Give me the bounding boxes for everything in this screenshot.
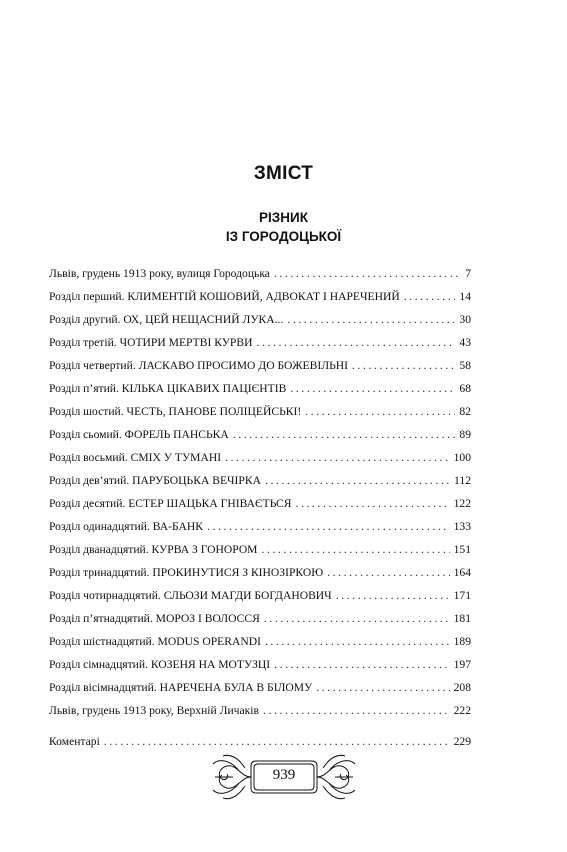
- toc-entry: [49, 331, 471, 354]
- toc-entry-title: Розділ чотирнадцятий. СЛЬОЗИ МАГДИ БОГДАНОВИЧ: [49, 589, 332, 602]
- toc-entry: [49, 354, 471, 377]
- toc-entry-page: 30: [459, 313, 471, 326]
- toc-entry-title: Розділ дванадцятий. КУРВА З ГОНОРОМ: [49, 543, 258, 556]
- toc-entry-title: Львів, грудень 1913 року, Верхній Личаків: [49, 704, 259, 717]
- toc-entry-title: Розділ третій. ЧОТИРИ МЕРТВІ КУРВИ: [49, 336, 253, 349]
- toc-entry-title: Розділ п’ятнадцятий. МОРОЗ І ВОЛОССЯ: [49, 612, 260, 625]
- toc-dot-leader: [305, 400, 455, 423]
- toc-entry-title: Розділ одинадцятий. ВА-БАНК: [49, 520, 203, 533]
- toc-entry-title: Розділ вісімнадцятий. НАРЕЧЕНА БУЛА В БІЛОМУ: [49, 681, 313, 694]
- toc-entry: [49, 469, 471, 492]
- toc-entry-title: Розділ сімнадцятий. КОЗЕНЯ НА МОТУЗЦІ: [49, 658, 271, 671]
- toc-entry-page: 43: [459, 336, 471, 349]
- toc-entry: [49, 676, 471, 699]
- toc-entry-page: 58: [459, 359, 471, 372]
- page-number-ornament: [209, 752, 359, 802]
- contents-heading: ЗМІСТ: [253, 163, 314, 184]
- toc-entry-title: Розділ шостий. ЧЕСТЬ, ПАНОВЕ ПОЛІЦЕЙСЬКІ!: [49, 405, 302, 418]
- toc-entry: [49, 262, 471, 285]
- toc-dot-leader: [327, 561, 449, 584]
- toc-dot-leader: [287, 308, 455, 331]
- book-title-line-1: РІЗНИК: [259, 210, 308, 225]
- toc-entry: [49, 561, 471, 584]
- toc-dot-leader: [233, 423, 456, 446]
- toc-dot-leader: [352, 354, 455, 377]
- toc-dot-leader: [336, 584, 450, 607]
- toc-entry: [49, 446, 471, 469]
- toc-entry-title: Розділ десятий. ЕСТЕР ШАЦЬКА ГНІВАЄТЬСЯ: [49, 497, 292, 510]
- toc-entry-title: Львів, грудень 1913 року, вулиця Городоцька: [49, 267, 270, 280]
- toc-dot-leader: [207, 515, 450, 538]
- toc-entry: [49, 730, 471, 753]
- toc-entry: [49, 630, 471, 653]
- toc-entry: [49, 377, 471, 400]
- toc-entry-page: 100: [453, 451, 471, 464]
- toc-entry-title: Розділ сьомий. ФОРЕЛЬ ПАНСЬКА: [49, 428, 229, 441]
- toc-entry-page: 122: [453, 497, 471, 510]
- toc-dot-leader: [296, 492, 450, 515]
- toc-entry-title: Розділ другий. ОХ, ЦЕЙ НЕЩАСНИЙ ЛУКА...: [49, 313, 284, 326]
- toc-entry-title: Коментарі: [49, 735, 100, 748]
- toc-entry-title: Розділ перший. КЛИМЕНТІЙ КОШОВИЙ, АДВОКАТ І НАРЕЧЕНИЙ: [49, 290, 400, 303]
- toc-dot-leader: [274, 653, 450, 676]
- toc-entry-page: 14: [459, 290, 471, 303]
- toc-entry-page: 68: [459, 382, 471, 395]
- toc-dot-leader: [274, 262, 461, 285]
- toc-entry-title: Розділ п’ятий. КІЛЬКА ЦІКАВИХ ПАЦІЄНТІВ: [49, 382, 287, 395]
- toc-entry: [49, 653, 471, 676]
- book-title-line-2: ІЗ ГОРОДОЦЬКОЇ: [225, 229, 342, 244]
- toc-entry-page: 151: [453, 543, 471, 556]
- toc-entry-page: 208: [453, 681, 471, 694]
- toc-entry-page: 133: [453, 520, 471, 533]
- toc-dot-leader: [265, 630, 450, 653]
- toc-entry: [49, 699, 471, 722]
- toc-entry: [49, 607, 471, 630]
- page-number: 939: [272, 767, 296, 783]
- toc-dot-leader: [104, 730, 450, 753]
- toc-entry-page: 222: [453, 704, 471, 717]
- toc-entry: [49, 584, 471, 607]
- toc-entry: [49, 308, 471, 331]
- toc-entry: [49, 423, 471, 446]
- toc-entry-page: 189: [453, 635, 471, 648]
- table-of-contents: [49, 262, 471, 753]
- toc-entry-page: 197: [453, 658, 471, 671]
- toc-dot-leader: [256, 331, 455, 354]
- toc-dot-leader: [404, 285, 456, 308]
- toc-entry-title: Розділ шістнадцятий. MODUS OPERANDI: [49, 635, 261, 648]
- toc-entry-page: 164: [453, 566, 471, 579]
- toc-entry-page: 112: [454, 474, 471, 487]
- toc-dot-leader: [265, 469, 450, 492]
- toc-dot-leader: [290, 377, 455, 400]
- toc-dot-leader: [262, 538, 450, 561]
- toc-entry-title: Розділ четвертий. ЛАСКАВО ПРОСИМО ДО БОЖЕВІЛЬНІ: [49, 359, 348, 372]
- toc-entry-page: 181: [453, 612, 471, 625]
- toc-entry-title: Розділ тринадцятий. ПРОКИНУТИСЯ З КІНОЗІРКОЮ: [49, 566, 324, 579]
- toc-dot-leader: [263, 699, 450, 722]
- toc-entry-page: 171: [453, 589, 471, 602]
- toc-entry-title: Розділ дев’ятий. ПАРУБОЦЬКА ВЕЧІРКА: [49, 474, 261, 487]
- toc-dot-leader: [225, 446, 450, 469]
- toc-entry: [49, 285, 471, 308]
- toc-entry-page: 7: [465, 267, 471, 280]
- toc-entry-page: 89: [459, 428, 471, 441]
- toc-dot-leader: [316, 676, 449, 699]
- toc-entry: [49, 538, 471, 561]
- toc-entry: [49, 515, 471, 538]
- toc-entry-title: Розділ восьмий. СМІХ У ТУМАНІ: [49, 451, 222, 464]
- toc-dot-leader: [264, 607, 450, 630]
- toc-entry-page: 82: [459, 405, 471, 418]
- toc-entry: [49, 492, 471, 515]
- toc-entry-page: 229: [453, 735, 471, 748]
- toc-entry: [49, 400, 471, 423]
